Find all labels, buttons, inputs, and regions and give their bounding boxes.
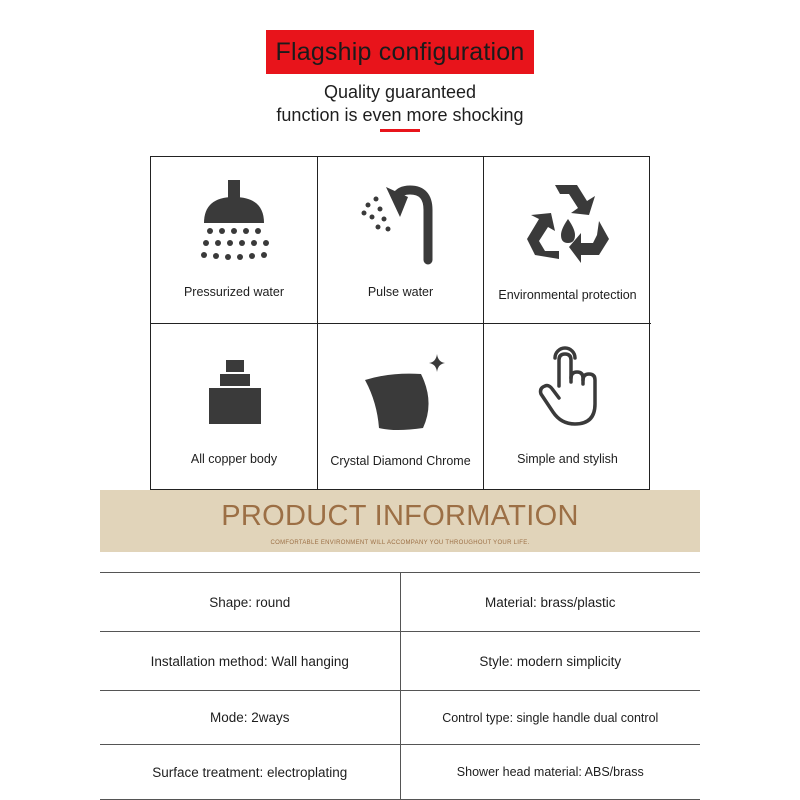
feature-simple-and-stylish: [484, 324, 651, 491]
spec-cell: Shape: round: [100, 573, 401, 631]
feature-all-copper-body: [151, 324, 318, 491]
spec-row: [100, 632, 700, 691]
accent-underline: [380, 129, 420, 132]
copper-body-icon: [151, 342, 317, 432]
tagline-line-2: function is even more shocking: [276, 105, 524, 125]
hand-pointer-icon: [484, 342, 651, 432]
feature-label: Simple and stylish: [517, 452, 618, 466]
spec-cell: Style: modern simplicity: [479, 653, 622, 669]
feature-label: Pulse water: [367, 285, 434, 299]
spec-row: [100, 573, 700, 632]
feature-label: Crystal Diamond Chrome: [330, 454, 471, 468]
spec-cell: Material: brass/plastic: [484, 594, 616, 610]
flagship-banner: [266, 30, 534, 74]
feature-grid: [150, 156, 650, 490]
spec-cell: Mode: 2ways: [100, 691, 401, 744]
pulse-shower-icon: [318, 175, 483, 265]
spec-row: [100, 691, 700, 745]
spec-cell: Control type: single handle dual control: [442, 710, 659, 725]
spec-cell: Surface treatment: electroplating: [100, 745, 401, 799]
product-information-subtitle: COMFORTABLE ENVIRONMENT WILL ACCOMPANY YOU THROUGHOUT YOUR LIFE.: [270, 540, 530, 546]
feature-pulse-water: [318, 157, 484, 324]
product-information-bar: [100, 490, 700, 552]
feature-label: All copper body: [190, 452, 278, 466]
feature-pressurized-water: [151, 157, 318, 324]
spec-cell: Installation method: Wall hanging: [100, 632, 401, 690]
feature-label: Pressurized water: [183, 285, 285, 299]
spec-cell: Shower head material: ABS/brass: [456, 765, 644, 779]
spec-row: [100, 745, 700, 800]
product-information-title: PRODUCT INFORMATION: [221, 500, 579, 532]
feature-crystal-diamond-chrome: [318, 324, 484, 491]
feature-label: Environmental protection: [498, 288, 637, 302]
spec-table: [100, 572, 700, 800]
banner-title: Flagship configuration: [275, 37, 525, 66]
shower-head-icon: [151, 175, 317, 265]
recycle-icon: [484, 175, 651, 265]
chrome-sparkle-icon: [318, 342, 483, 432]
feature-environmental-protection: [484, 157, 651, 324]
tagline-line-1: Quality guaranteed: [323, 82, 477, 102]
